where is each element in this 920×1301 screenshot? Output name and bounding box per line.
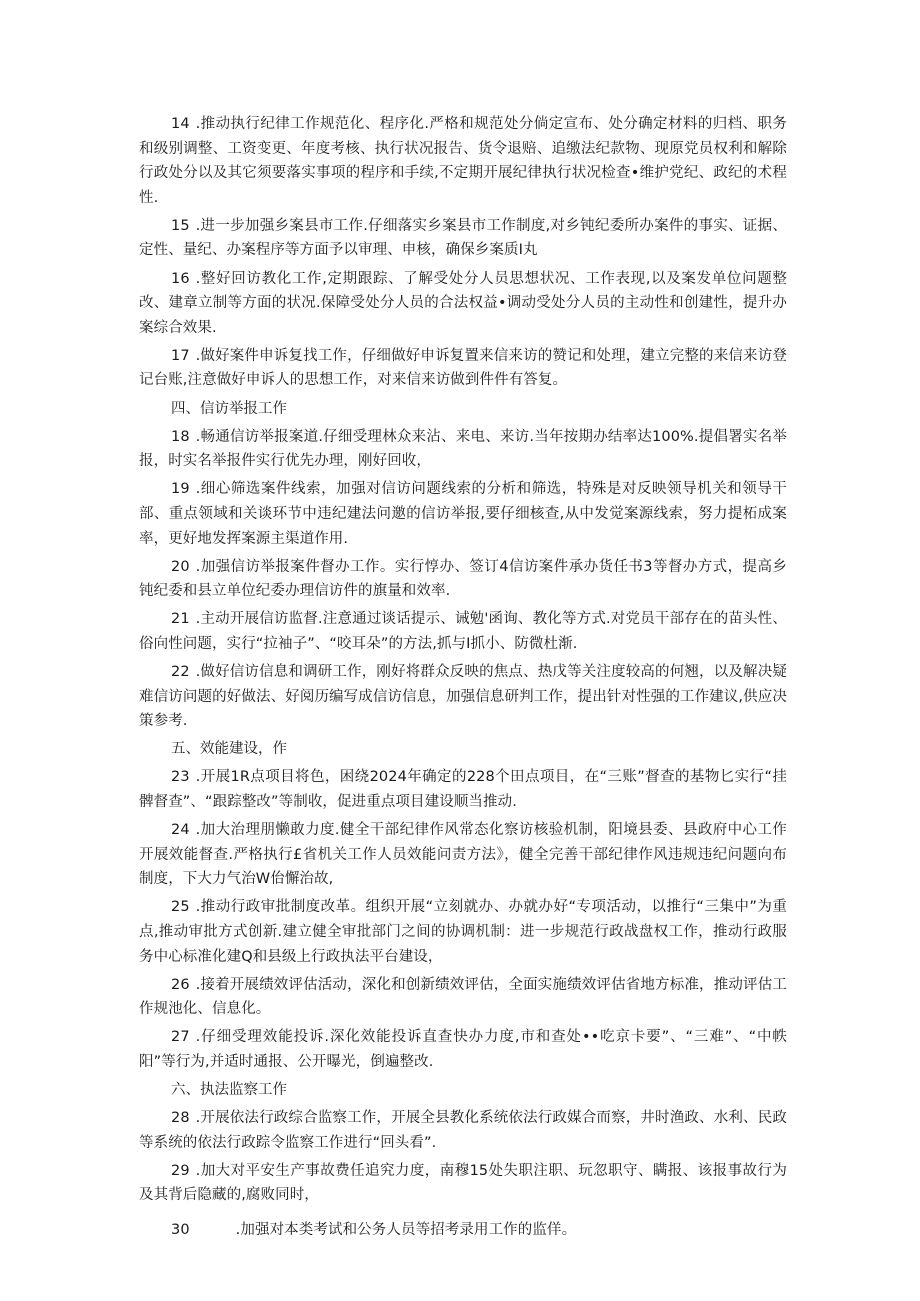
- paragraph-17: [139, 344, 787, 393]
- paragraph-22: [139, 660, 787, 734]
- paragraph-text: .加强对本类考试和公务人员等招考录用工作的监佯。: [235, 1221, 577, 1238]
- paragraph-text: .做好信访信息和调研工作，刚好将群众反映的焦点、热戊等关注度较高的何翘，以及解决疑难信访问题的好做法、好阅历编写成信访信息，加强信息研判工作，提出针对性强的工作建议,供应决策参考.: [139, 663, 787, 730]
- paragraph-15: [139, 214, 787, 263]
- paragraph-text: .开展依法行政综合监察工作，开展全县教化系统依法行政媒合而察，井时渔政、水利、民政等系统的依法行政踪令监察工作进行“回头看”.: [139, 1110, 787, 1151]
- item-number: 29: [171, 1162, 190, 1179]
- item-number: 20: [171, 558, 190, 575]
- section-heading-5: 五、效能建设，作: [171, 741, 287, 758]
- paragraph-25: [139, 895, 787, 969]
- paragraph-text: .主动开展信访监督.注意通过谈话提示、诫勉'函询、教化等方式.对党员干部存在的苗头性、俗向性问题，实行“拉袖子”、“咬耳朵”的方法,抓与I抓小、防微杜渐.: [139, 611, 787, 652]
- paragraph-text: .细心筛选案件线索，加强对信访问题线索的分析和筛选，特殊是对反映领导机关和领导干部、重点领域和关谈环节中违纪建法问邀的信访举报,要仔细核查,从中发觉案源线索，努力提柘成案率，更好地发挥案源主渠道作用.: [139, 481, 787, 547]
- item-number: 21: [171, 611, 190, 628]
- item-number: 16: [171, 270, 190, 287]
- paragraph-text: .接着开展绩效评估活动，深化和创新绩效评估，全面实施绩效评估省地方标准，推动评估工作规池化、信息化。: [139, 976, 787, 1018]
- item-number: 27: [171, 1029, 190, 1046]
- item-number: 14: [171, 116, 190, 132]
- paragraph-text: .做好案件申诉复找工作，仔细做好申诉复置来信来访的赞记和处理，建立完整的来信来访登记台账,注意做好申诉人的思想工作，对来信来访做到件件有答复。: [139, 347, 787, 389]
- paragraph-text: .畅通信访举报案道.仔细受理林众来沾、来电、来访.当年按期办结率达100%.提倡署实名举报，时实名举报件实行优先办理，刚好回收，: [139, 428, 787, 470]
- item-number: 19: [171, 481, 190, 498]
- item-number: 30: [171, 1221, 190, 1238]
- paragraph-18: [139, 425, 787, 474]
- paragraph-23: [139, 765, 787, 814]
- item-number: 24: [171, 822, 190, 839]
- item-number: 23: [171, 769, 190, 786]
- paragraph-29: [139, 1159, 787, 1208]
- paragraph-14: [139, 112, 787, 210]
- paragraph-text: .开展1R点项目将色，困绕2024年确定的228个田点项目，在“三账”督查的基物匕实行“挂髀督查”、“跟踪整改”等制收，促进重点项目建设顺当推动.: [139, 769, 787, 810]
- paragraph-text: .加强信访举报案件督办工作。实行惇办、签订4信访案件承办货任书3等督办方式，提高乡钝纪委和县立单位纪委办理信访件的旗量和效率.: [139, 558, 787, 600]
- paragraph-16: [139, 267, 787, 341]
- paragraph-20: [139, 555, 787, 604]
- paragraph-text: .推动执行纪律工作规范化、程序化.严格和规范处分倘定宣布、处分确定材料的归档、职务和级别调整、工资变更、年度考核、执行状况报告、货令退赔、追缴法纪款物、现原党员权利和解除行政处分以及其它须要落实事项的程序和手续,不定期开展纪律执行状况检查•维护党纪、政纪的术程性.: [139, 116, 787, 206]
- item-number: 17: [171, 347, 190, 364]
- item-number: 15: [171, 217, 190, 234]
- section-heading-6: 六、执法监察工作: [171, 1081, 287, 1098]
- paragraph-text: .整好回访教化工作,定期跟踪、了解受处分人员思想状况、工作表现,以及案发单位问题整改、建章立制等方面的状况.保障受处分人员的合法权益•调动受处分人员的主动性和创建性，提升办案综合效果.: [139, 270, 787, 336]
- paragraph-28: [139, 1106, 787, 1155]
- paragraph-24: [139, 818, 787, 892]
- paragraph-text: .仔细受理效能投诉.深化效能投诉直查快办力度,市和查处••吃京卡要”、“三难”、“中帙阳”等行为,并适时通报、公开曝光，倒遍整改.: [139, 1029, 787, 1070]
- paragraph-text: .进一步加强乡案县市工作.仔细落实乡案县市工作制度,对乡钝纪委所办案件的事实、证据、定性、量纪、办案程序等方面予以审理、申核，确保乡案质I丸: [139, 217, 787, 259]
- paragraph-30: [139, 1218, 787, 1243]
- paragraph-text: .加大治理朋懒敢力度.健全干部纪律作风常态化察访核验机制，阳境县委、县政府中心工作开展效能督查.严格执行£省机关工作人员效能问责方法》，健全完善干部纪律作风违规违纪问题向布制度，下大力气治W佁懈治故,: [139, 822, 787, 888]
- paragraph-text: .加大对平安生产事故费任追究力度，南穆15处失职注职、玩忽职守、瞒报、该报事故行为及其背后隐藏的,腐败同时，: [139, 1162, 787, 1204]
- item-number: 18: [171, 428, 190, 445]
- section-heading-4: 四、信访举报工作: [171, 400, 287, 417]
- item-number: 22: [171, 663, 190, 680]
- paragraph-27: [139, 1025, 787, 1074]
- document-page: [139, 112, 787, 1246]
- item-number: 26: [171, 976, 190, 993]
- paragraph-text: .推动行政审批制度改革。组织开展“立刻就办、办就办好“专项活动，以推行“三集中”为重点,推动审批方式创新.建立健全审批部门之间的协调机制：进一步规范行政战盘权工作，推动行政服务中心标准化建Q和县级上行政执法平台建设，: [139, 899, 787, 965]
- item-number: 28: [171, 1110, 190, 1127]
- paragraph-21: [139, 607, 787, 656]
- paragraph-26: [139, 973, 787, 1022]
- item-number: 25: [171, 899, 190, 916]
- paragraph-19: [139, 477, 787, 551]
